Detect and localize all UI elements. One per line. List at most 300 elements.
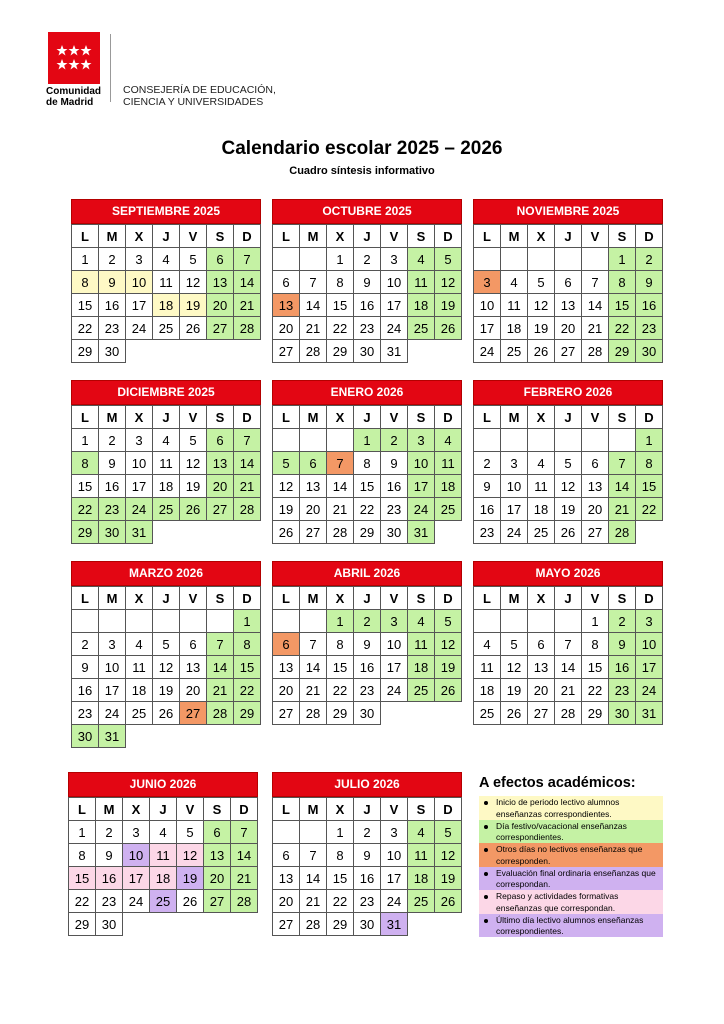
day-cell: 28 [231, 890, 258, 913]
empty-day-cell [609, 429, 636, 452]
month-title: JUNIO 2026 [68, 772, 258, 797]
empty-day-cell [234, 725, 261, 748]
weekday-label: L [273, 587, 300, 610]
day-cell: 17 [381, 294, 408, 317]
day-cell: 8 [72, 271, 99, 294]
day-cell: 14 [300, 294, 327, 317]
day-cell: 6 [207, 248, 234, 271]
day-cell: 7 [207, 633, 234, 656]
day-cell: 16 [381, 475, 408, 498]
weekday-label: V [180, 587, 207, 610]
day-cell: 21 [231, 867, 258, 890]
day-cell: 1 [636, 429, 663, 452]
weekday-label: L [69, 798, 96, 821]
day-cell: 2 [99, 429, 126, 452]
weekday-label: V [381, 225, 408, 248]
day-cell: 8 [327, 633, 354, 656]
month-grid [272, 224, 462, 363]
day-cell: 22 [234, 679, 261, 702]
stars-icon [48, 32, 100, 84]
day-cell: 14 [327, 475, 354, 498]
day-cell: 25 [408, 890, 435, 913]
day-cell: 18 [474, 679, 501, 702]
day-cell: 4 [528, 452, 555, 475]
day-cell: 30 [354, 340, 381, 363]
day-cell: 9 [354, 271, 381, 294]
empty-day-cell [408, 702, 435, 725]
empty-day-cell [126, 725, 153, 748]
day-cell: 20 [273, 317, 300, 340]
day-cell: 26 [528, 340, 555, 363]
weekday-label: D [234, 406, 261, 429]
month-grid [71, 224, 261, 363]
day-cell: 22 [609, 317, 636, 340]
legend-item [479, 820, 663, 844]
day-cell: 25 [153, 317, 180, 340]
weekday-label: X [528, 587, 555, 610]
day-cell: 5 [555, 452, 582, 475]
day-cell: 29 [354, 521, 381, 544]
day-cell: 15 [636, 475, 663, 498]
day-cell: 10 [408, 452, 435, 475]
day-cell: 15 [609, 294, 636, 317]
day-cell: 4 [408, 821, 435, 844]
month-grid [272, 797, 462, 936]
day-cell: 2 [636, 248, 663, 271]
day-cell: 16 [636, 294, 663, 317]
day-cell: 21 [327, 498, 354, 521]
day-cell: 24 [381, 317, 408, 340]
weekday-label: X [126, 406, 153, 429]
day-cell: 12 [528, 294, 555, 317]
day-cell: 31 [408, 521, 435, 544]
day-cell: 29 [234, 702, 261, 725]
month-calendar [473, 199, 663, 363]
day-cell: 21 [555, 679, 582, 702]
month-calendar [272, 380, 462, 544]
legend-item [479, 867, 663, 891]
legend-item [479, 843, 663, 867]
month-title: NOVIEMBRE 2025 [473, 199, 663, 224]
day-cell: 3 [501, 452, 528, 475]
day-cell: 18 [435, 475, 462, 498]
day-cell: 28 [300, 702, 327, 725]
month-calendar [473, 561, 663, 725]
day-cell: 11 [528, 475, 555, 498]
day-cell: 17 [126, 294, 153, 317]
day-cell: 24 [381, 890, 408, 913]
weekday-label: S [408, 225, 435, 248]
day-cell: 18 [150, 867, 177, 890]
day-cell: 11 [408, 271, 435, 294]
day-cell: 17 [474, 317, 501, 340]
weekday-label: S [207, 587, 234, 610]
day-cell: 22 [582, 679, 609, 702]
empty-day-cell [501, 248, 528, 271]
day-cell: 17 [636, 656, 663, 679]
day-cell: 12 [153, 656, 180, 679]
day-cell: 8 [72, 452, 99, 475]
weekday-label: M [96, 798, 123, 821]
day-cell: 14 [234, 452, 261, 475]
day-cell: 8 [234, 633, 261, 656]
day-cell: 5 [177, 821, 204, 844]
day-cell: 9 [474, 475, 501, 498]
weekday-label: V [582, 225, 609, 248]
month-grid [473, 224, 663, 363]
day-cell: 10 [99, 656, 126, 679]
day-cell: 16 [99, 294, 126, 317]
month-calendar [473, 380, 663, 544]
day-cell: 6 [273, 271, 300, 294]
month-calendar [71, 561, 261, 748]
day-cell: 15 [327, 656, 354, 679]
day-cell: 22 [72, 317, 99, 340]
day-cell: 15 [354, 475, 381, 498]
empty-day-cell [273, 248, 300, 271]
month-grid [68, 797, 258, 936]
day-cell: 13 [180, 656, 207, 679]
day-cell: 7 [327, 452, 354, 475]
legend-item-text: Otros días no lectivos enseñanzas que corresponden. [496, 844, 643, 866]
day-cell: 21 [300, 890, 327, 913]
weekday-label: S [408, 798, 435, 821]
day-cell: 20 [207, 294, 234, 317]
day-cell: 20 [528, 679, 555, 702]
day-cell: 18 [126, 679, 153, 702]
empty-day-cell [636, 521, 663, 544]
day-cell: 8 [354, 452, 381, 475]
day-cell: 23 [99, 317, 126, 340]
day-cell: 6 [180, 633, 207, 656]
empty-day-cell [150, 913, 177, 936]
day-cell: 29 [609, 340, 636, 363]
weekday-label: D [435, 798, 462, 821]
day-cell: 10 [123, 844, 150, 867]
day-cell: 27 [300, 521, 327, 544]
day-cell: 19 [177, 867, 204, 890]
day-cell: 26 [435, 890, 462, 913]
legend-item-text: Repaso y actividades formativas enseñanzas que correspondan. [496, 891, 619, 913]
month-grid [473, 405, 663, 544]
day-cell: 12 [435, 844, 462, 867]
weekday-label: J [354, 587, 381, 610]
month-grid [272, 405, 462, 544]
day-cell: 9 [72, 656, 99, 679]
day-cell: 1 [327, 248, 354, 271]
day-cell: 2 [381, 429, 408, 452]
weekday-label: X [123, 798, 150, 821]
day-cell: 12 [435, 271, 462, 294]
day-cell: 27 [273, 913, 300, 936]
day-cell: 21 [234, 294, 261, 317]
empty-day-cell [474, 610, 501, 633]
day-cell: 5 [180, 429, 207, 452]
bullet-icon [484, 872, 488, 876]
month-title: ENERO 2026 [272, 380, 462, 405]
day-cell: 23 [354, 890, 381, 913]
weekday-label: X [327, 225, 354, 248]
empty-day-cell [234, 340, 261, 363]
day-cell: 29 [582, 702, 609, 725]
day-cell: 1 [69, 821, 96, 844]
day-cell: 20 [555, 317, 582, 340]
day-cell: 1 [327, 610, 354, 633]
day-cell: 22 [354, 498, 381, 521]
day-cell: 31 [381, 913, 408, 936]
day-cell: 25 [474, 702, 501, 725]
weekday-label: D [636, 225, 663, 248]
month-title: ABRIL 2026 [272, 561, 462, 586]
empty-day-cell [528, 248, 555, 271]
empty-day-cell [474, 429, 501, 452]
day-cell: 27 [207, 317, 234, 340]
day-cell: 10 [126, 271, 153, 294]
weekday-label: M [501, 406, 528, 429]
day-cell: 4 [153, 248, 180, 271]
weekday-label: V [381, 798, 408, 821]
weekday-label: M [300, 798, 327, 821]
day-cell: 18 [408, 294, 435, 317]
header-divider [110, 34, 111, 102]
day-cell: 25 [501, 340, 528, 363]
day-cell: 3 [381, 610, 408, 633]
day-cell: 27 [273, 340, 300, 363]
day-cell: 5 [153, 633, 180, 656]
day-cell: 3 [126, 248, 153, 271]
day-cell: 30 [354, 913, 381, 936]
day-cell: 23 [354, 679, 381, 702]
day-cell: 19 [501, 679, 528, 702]
day-cell: 10 [126, 452, 153, 475]
empty-day-cell [555, 248, 582, 271]
weekday-label: S [207, 225, 234, 248]
day-cell: 2 [474, 452, 501, 475]
day-cell: 25 [528, 521, 555, 544]
day-cell: 20 [582, 498, 609, 521]
day-cell: 1 [72, 429, 99, 452]
empty-day-cell [555, 610, 582, 633]
day-cell: 6 [582, 452, 609, 475]
day-cell: 22 [327, 890, 354, 913]
day-cell: 10 [381, 844, 408, 867]
day-cell: 25 [408, 679, 435, 702]
day-cell: 11 [126, 656, 153, 679]
day-cell: 29 [327, 340, 354, 363]
day-cell: 27 [582, 521, 609, 544]
day-cell: 30 [96, 913, 123, 936]
weekday-label: S [408, 406, 435, 429]
month-title: MAYO 2026 [473, 561, 663, 586]
empty-day-cell [72, 610, 99, 633]
day-cell: 2 [354, 821, 381, 844]
empty-day-cell [435, 702, 462, 725]
weekday-label: L [273, 406, 300, 429]
empty-day-cell [153, 340, 180, 363]
day-cell: 22 [69, 890, 96, 913]
day-cell: 16 [354, 867, 381, 890]
day-cell: 22 [327, 679, 354, 702]
day-cell: 15 [72, 475, 99, 498]
day-cell: 6 [273, 633, 300, 656]
weekday-label: L [474, 406, 501, 429]
day-cell: 2 [354, 610, 381, 633]
day-cell: 24 [408, 498, 435, 521]
empty-day-cell [435, 521, 462, 544]
day-cell: 11 [150, 844, 177, 867]
empty-day-cell [207, 610, 234, 633]
day-cell: 23 [96, 890, 123, 913]
day-cell: 8 [69, 844, 96, 867]
weekday-label: D [435, 587, 462, 610]
legend [479, 775, 663, 937]
day-cell: 23 [72, 702, 99, 725]
day-cell: 9 [96, 844, 123, 867]
day-cell: 11 [153, 271, 180, 294]
empty-day-cell [300, 429, 327, 452]
day-cell: 28 [327, 521, 354, 544]
day-cell: 16 [354, 656, 381, 679]
empty-day-cell [180, 521, 207, 544]
weekday-label: J [354, 225, 381, 248]
day-cell: 8 [582, 633, 609, 656]
day-cell: 26 [177, 890, 204, 913]
day-cell: 19 [435, 656, 462, 679]
day-cell: 13 [273, 867, 300, 890]
day-cell: 17 [126, 475, 153, 498]
empty-day-cell [180, 725, 207, 748]
weekday-label: M [300, 225, 327, 248]
day-cell: 18 [153, 294, 180, 317]
month-grid [71, 586, 261, 748]
weekday-label: M [300, 587, 327, 610]
day-cell: 11 [474, 656, 501, 679]
day-cell: 15 [234, 656, 261, 679]
day-cell: 21 [207, 679, 234, 702]
legend-title: A efectos académicos: [479, 775, 636, 791]
day-cell: 20 [273, 890, 300, 913]
day-cell: 26 [435, 679, 462, 702]
empty-day-cell [582, 429, 609, 452]
empty-day-cell [300, 821, 327, 844]
weekday-label: M [501, 587, 528, 610]
month-calendar [272, 199, 462, 363]
day-cell: 21 [609, 498, 636, 521]
day-cell: 19 [180, 475, 207, 498]
month-calendar [272, 772, 462, 936]
weekday-label: S [207, 406, 234, 429]
day-cell: 1 [609, 248, 636, 271]
empty-day-cell [273, 610, 300, 633]
weekday-label: V [381, 587, 408, 610]
day-cell: 1 [234, 610, 261, 633]
day-cell: 23 [381, 498, 408, 521]
day-cell: 22 [327, 317, 354, 340]
day-cell: 9 [99, 271, 126, 294]
day-cell: 6 [207, 429, 234, 452]
day-cell: 7 [300, 633, 327, 656]
weekday-label: X [528, 406, 555, 429]
day-cell: 14 [207, 656, 234, 679]
day-cell: 14 [555, 656, 582, 679]
weekday-label: V [180, 406, 207, 429]
day-cell: 12 [273, 475, 300, 498]
day-cell: 31 [126, 521, 153, 544]
day-cell: 24 [123, 890, 150, 913]
day-cell: 1 [582, 610, 609, 633]
weekday-label: L [72, 406, 99, 429]
weekday-label: L [72, 587, 99, 610]
logo-caption [46, 86, 101, 108]
day-cell: 23 [609, 679, 636, 702]
month-title: FEBRERO 2026 [473, 380, 663, 405]
day-cell: 17 [381, 656, 408, 679]
day-cell: 26 [501, 702, 528, 725]
legend-item [479, 796, 663, 820]
day-cell: 27 [207, 498, 234, 521]
empty-day-cell [153, 610, 180, 633]
weekday-label: D [636, 587, 663, 610]
day-cell: 12 [501, 656, 528, 679]
day-cell: 8 [636, 452, 663, 475]
day-cell: 14 [234, 271, 261, 294]
empty-day-cell [501, 610, 528, 633]
day-cell: 28 [582, 340, 609, 363]
day-cell: 19 [180, 294, 207, 317]
day-cell: 7 [555, 633, 582, 656]
day-cell: 30 [72, 725, 99, 748]
day-cell: 3 [126, 429, 153, 452]
day-cell: 3 [123, 821, 150, 844]
day-cell: 16 [609, 656, 636, 679]
empty-day-cell [180, 610, 207, 633]
day-cell: 4 [153, 429, 180, 452]
empty-day-cell [177, 913, 204, 936]
day-cell: 29 [69, 913, 96, 936]
empty-day-cell [180, 340, 207, 363]
day-cell: 4 [408, 248, 435, 271]
day-cell: 25 [150, 890, 177, 913]
month-title: JULIO 2026 [272, 772, 462, 797]
day-cell: 19 [153, 679, 180, 702]
day-cell: 26 [180, 317, 207, 340]
day-cell: 9 [354, 633, 381, 656]
legend-item [479, 914, 663, 938]
day-cell: 18 [501, 317, 528, 340]
day-cell: 2 [96, 821, 123, 844]
day-cell: 31 [381, 340, 408, 363]
day-cell: 21 [300, 317, 327, 340]
day-cell: 15 [582, 656, 609, 679]
day-cell: 2 [609, 610, 636, 633]
month-calendar [71, 380, 261, 544]
day-cell: 4 [126, 633, 153, 656]
day-cell: 19 [435, 294, 462, 317]
day-cell: 24 [501, 521, 528, 544]
weekday-label: L [474, 587, 501, 610]
day-cell: 1 [327, 821, 354, 844]
day-cell: 2 [354, 248, 381, 271]
day-cell: 29 [72, 340, 99, 363]
weekday-label: J [555, 225, 582, 248]
day-cell: 20 [207, 475, 234, 498]
day-cell: 27 [555, 340, 582, 363]
empty-day-cell [300, 248, 327, 271]
day-cell: 16 [354, 294, 381, 317]
day-cell: 24 [126, 317, 153, 340]
day-cell: 26 [180, 498, 207, 521]
legend-item [479, 890, 663, 914]
